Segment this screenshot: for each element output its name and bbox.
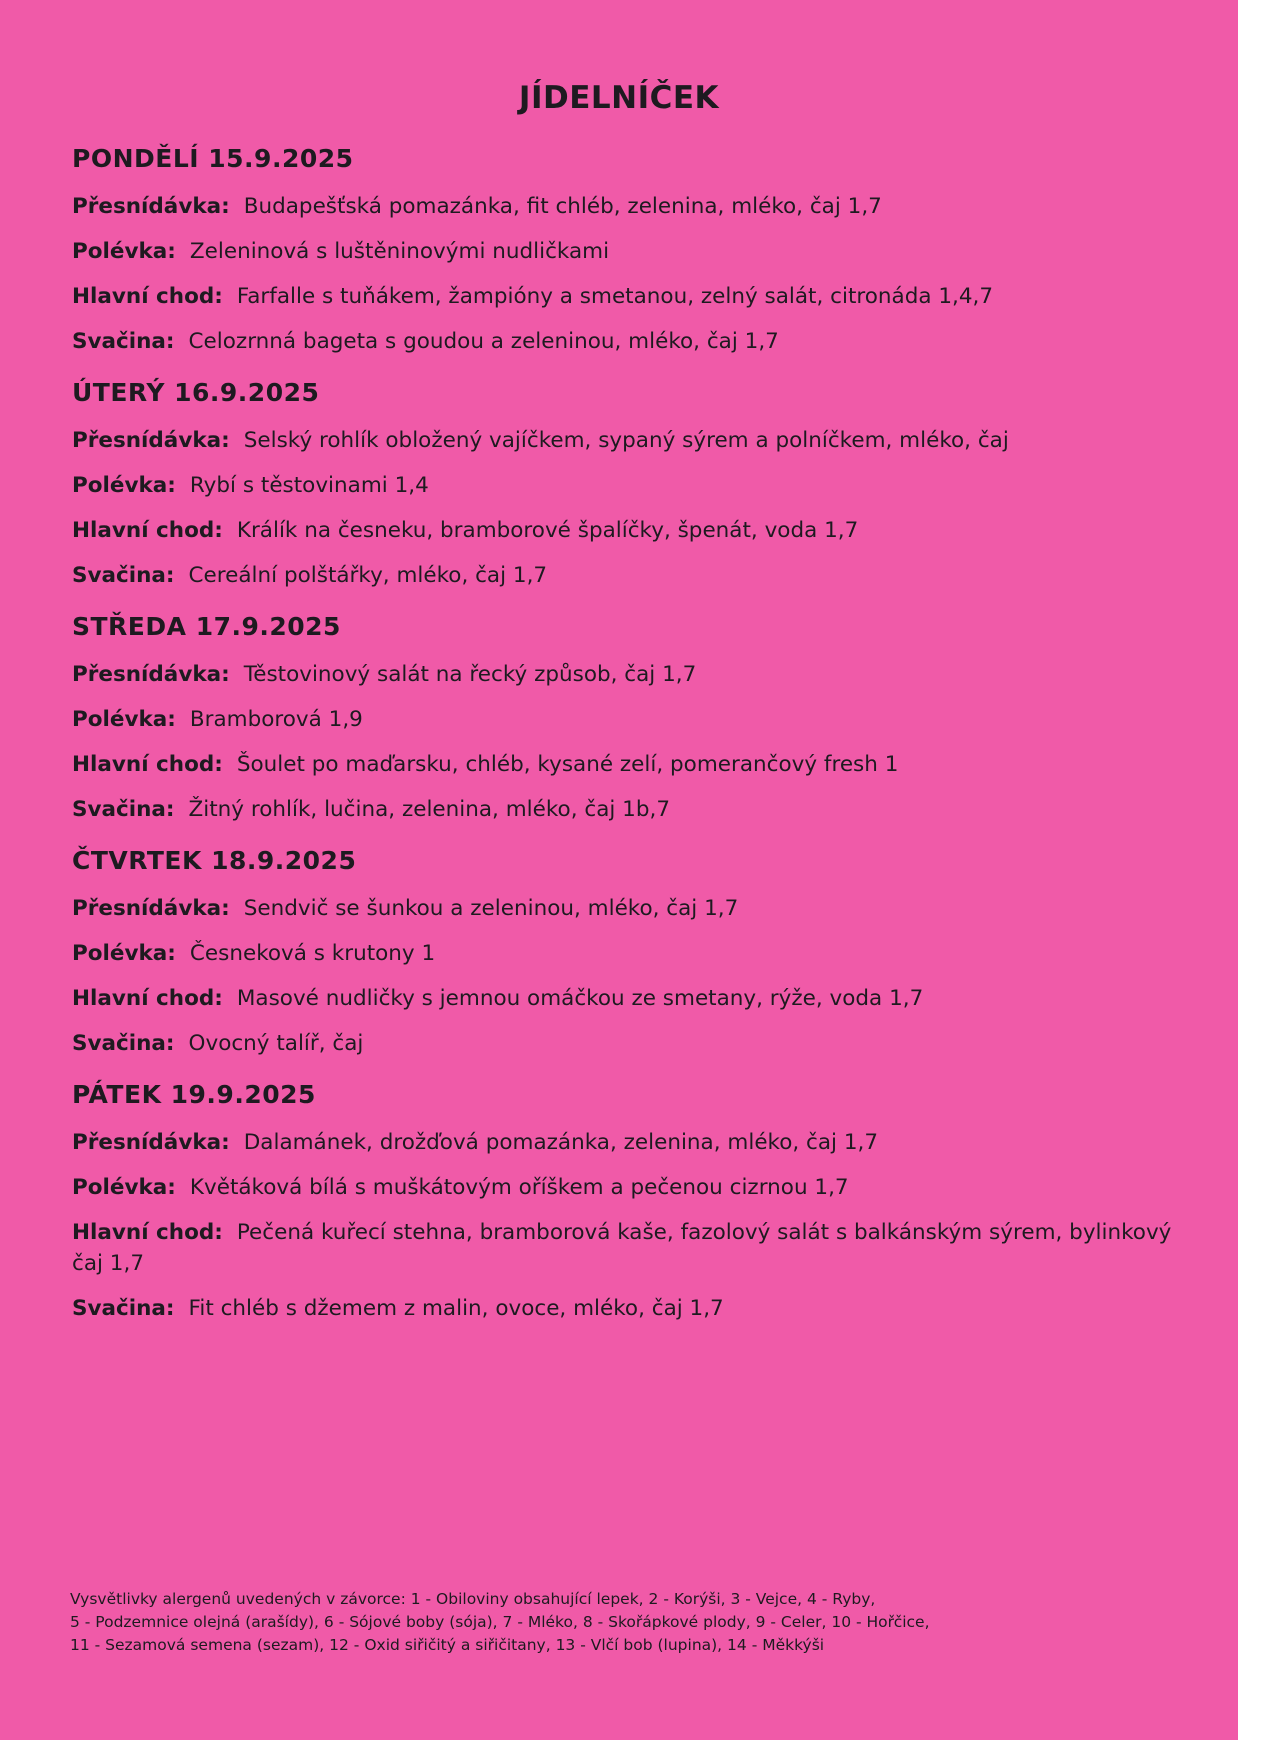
meal-svacina (72, 1028, 1172, 1059)
meal-label: Svačina: (72, 1296, 175, 1321)
meal-label: Přesnídávka: (72, 194, 230, 219)
days-list (72, 142, 1172, 1343)
meal-svacina (72, 794, 1172, 825)
meal-text: Králík na česneku, bramborové špalíčky, špenát, voda 1,7 (236, 518, 859, 543)
legend-line: 11 - Sezamová semena (sezam), 12 - Oxid siřičitý a siřičitany, 13 - Vlčí bob (lupina), 14 - Měkkýši (70, 1636, 825, 1654)
meal-text: Selský rohlík obložený vajíčkem, sypaný sýrem a polníčkem, mléko, čaj (243, 428, 1009, 453)
meal-hlavni-chod (72, 515, 1172, 546)
meal-text: Rybí s těstovinami 1,4 (189, 473, 429, 498)
meal-text: Budapešťská pomazánka, fit chléb, zelenina, mléko, čaj 1,7 (243, 194, 882, 219)
meal-presnidavka (72, 659, 1172, 690)
meal-hlavni-chod (72, 1217, 1172, 1279)
meal-label: Svačina: (72, 797, 175, 822)
meal-text: Česneková s krutony 1 (189, 941, 436, 966)
day-heading: PONDĚLÍ 15.9.2025 (72, 144, 354, 173)
meal-text: Květáková bílá s muškátovým oříškem a pečenou cizrnou 1,7 (189, 1175, 849, 1200)
meal-text: Cereální polštářky, mléko, čaj 1,7 (188, 563, 548, 588)
meal-label: Svačina: (72, 563, 175, 588)
meal-label: Svačina: (72, 329, 175, 354)
meal-label: Hlavní chod: (72, 752, 223, 777)
meal-polevka (72, 704, 1172, 735)
day-heading: STŘEDA 17.9.2025 (72, 612, 341, 641)
meal-label: Polévka: (72, 941, 176, 966)
meal-presnidavka (72, 893, 1172, 924)
meal-text: Pečená kuřecí stehna, bramborová kaše, fazolový salát s balkánským sýrem, bylinkový čaj 1,7 (72, 1220, 1172, 1276)
meal-text: Farfalle s tuňákem, žampióny a smetanou, zelný salát, citronáda 1,4,7 (236, 284, 994, 309)
meal-hlavni-chod (72, 983, 1172, 1014)
meal-text: Masové nudličky s jemnou omáčkou ze smetany, rýže, voda 1,7 (236, 986, 924, 1011)
meal-label: Přesnídávka: (72, 662, 230, 687)
day-friday (72, 1078, 1172, 1324)
legend-line: Vysvětlivky alergenů uvedených v závorce: 1 - Obiloviny obsahující lepek, 2 - Korýši, 3 - Vejce, 4 - Ryby, (70, 1590, 876, 1608)
meal-label: Hlavní chod: (72, 1220, 223, 1245)
meal-hlavni-chod (72, 281, 1172, 312)
day-heading: PÁTEK 19.9.2025 (72, 1080, 316, 1109)
meal-polevka (72, 938, 1172, 969)
scan-margin-right (1238, 0, 1264, 1752)
meal-svacina (72, 326, 1172, 357)
day-monday (72, 142, 1172, 357)
meal-svacina (72, 1293, 1172, 1324)
meal-label: Hlavní chod: (72, 284, 223, 309)
meal-label: Polévka: (72, 239, 176, 264)
day-heading: ÚTERÝ 16.9.2025 (72, 378, 320, 407)
allergen-legend (70, 1588, 1150, 1657)
meal-presnidavka (72, 425, 1172, 456)
meal-polevka (72, 470, 1172, 501)
meal-presnidavka (72, 191, 1172, 222)
scan-margin-bottom (0, 1740, 1264, 1752)
meal-text: Sendvič se šunkou a zeleninou, mléko, čaj 1,7 (243, 896, 739, 921)
meal-text: Šoulet po maďarsku, chléb, kysané zelí, pomerančový fresh 1 (236, 752, 899, 777)
day-wednesday (72, 610, 1172, 825)
meal-polevka (72, 236, 1172, 267)
day-thursday (72, 844, 1172, 1059)
meal-hlavni-chod (72, 749, 1172, 780)
meal-text: Dalamánek, drožďová pomazánka, zelenina, mléko, čaj 1,7 (243, 1130, 879, 1155)
meal-text: Ovocný talíř, čaj (188, 1031, 364, 1056)
day-heading: ČTVRTEK 18.9.2025 (72, 846, 357, 875)
meal-label: Přesnídávka: (72, 1130, 230, 1155)
meal-polevka (72, 1172, 1172, 1203)
meal-label: Polévka: (72, 707, 176, 732)
meal-text: Bramborová 1,9 (189, 707, 363, 732)
meal-text: Žitný rohlík, lučina, zelenina, mléko, čaj 1b,7 (188, 797, 671, 822)
meal-label: Přesnídávka: (72, 428, 230, 453)
meal-label: Polévka: (72, 1175, 176, 1200)
meal-text: Zeleninová s luštěninovými nudličkami (189, 239, 610, 264)
meal-label: Přesnídávka: (72, 896, 230, 921)
day-tuesday (72, 376, 1172, 591)
meal-label: Polévka: (72, 473, 176, 498)
legend-line: 5 - Podzemnice olejná (arašídy), 6 - Sójové boby (sója), 7 - Mléko, 8 - Skořápkové plody, 9 - Celer, 10 - Hořčice, (70, 1613, 930, 1631)
meal-presnidavka (72, 1127, 1172, 1158)
meal-label: Hlavní chod: (72, 518, 223, 543)
page-title: JÍDELNÍČEK (518, 80, 720, 116)
meal-text: Celozrnná bageta s goudou a zeleninou, mléko, čaj 1,7 (188, 329, 779, 354)
meal-svacina (72, 560, 1172, 591)
meal-label: Svačina: (72, 1031, 175, 1056)
meal-label: Hlavní chod: (72, 986, 223, 1011)
meal-text: Fit chléb s džemem z malin, ovoce, mléko, čaj 1,7 (188, 1296, 724, 1321)
meal-text: Těstovinový salát na řecký způsob, čaj 1,7 (243, 662, 697, 687)
